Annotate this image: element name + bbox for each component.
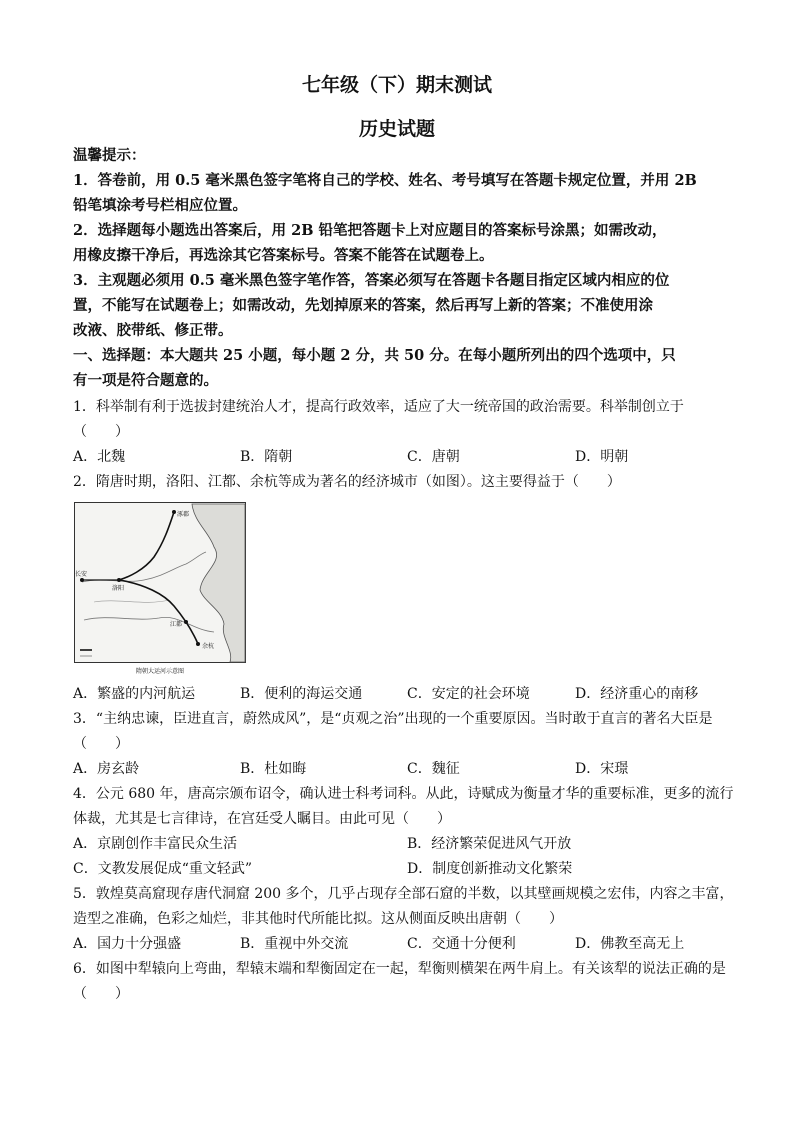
question-3-blank: （ ）	[73, 736, 129, 752]
option-d: D．经济重心的南移	[575, 686, 699, 702]
option-a: A．国力十分强盛	[73, 936, 182, 952]
question-5-text: 5．敦煌莫高窟现存唐代洞窟 200 多个，几乎占现存全部石窟的半数，以其壁画规模之宏伟，内容之丰富，	[73, 886, 734, 902]
tips-line: 置，不能写在试题卷上；如需改动，先划掉原来的答案，然后再写上新的答案；不准使用涂	[73, 297, 653, 314]
option-c: C．交通十分便利	[407, 936, 516, 952]
option-c: C．安定的社会环境	[407, 686, 530, 702]
page-title: 七年级（下）期末测试	[301, 74, 492, 96]
option-a: A．繁盛的内河航运	[73, 686, 196, 702]
tips-heading: 温馨提示：	[73, 147, 146, 164]
question-4-text: 体裁，尤其是七言律诗，在宫廷受人瞩目。由此可见（ ）	[73, 811, 451, 827]
question-5-text: 造型之准确，色彩之灿烂，非其他时代所能比拟。这从侧面反映出唐朝（ ）	[73, 911, 563, 927]
tips-line: 改液、胶带纸、修正带。	[73, 322, 233, 339]
tips-line: 3．主观题必须用 0.5 毫米黑色签字笔作答，答案必须写在答题卡各题目指定区域内相应的位	[73, 272, 670, 289]
option-b: B．隋朝	[240, 449, 293, 465]
option-c: C．魏征	[407, 761, 460, 777]
grand-canal-map	[74, 502, 246, 678]
option-b: B．重视中外交流	[240, 936, 349, 952]
question-6-text: 6．如图中犁辕向上弯曲，犁辕末端和犁衡固定在一起，犁衡则横架在两牛肩上。有关该犁的说法正确的是	[73, 961, 726, 977]
option-d: D．佛教至高无上	[575, 936, 685, 952]
tips-line: 1．答卷前，用 0.5 毫米黑色签字笔将自己的学校、姓名、考号填写在答题卡规定位置，并用 2B	[73, 172, 697, 189]
question-2-text: 2．隋唐时期，洛阳、江都、余杭等成为著名的经济城市（如图）。这主要得益于（ ）	[73, 474, 621, 490]
option-b: B．便利的海运交通	[240, 686, 363, 702]
question-3-text: 3．“主纳忠谏，臣进直言，蔚然成风”，是“贞观之治”出现的一个重要原因。当时敢于直言的著名大臣是	[73, 711, 713, 727]
option-b: B．杜如晦	[240, 761, 307, 777]
option-d: D．明朝	[575, 449, 629, 465]
option-c: C．唐朝	[407, 449, 460, 465]
section-heading: 一、选择题：本大题共 25 小题，每小题 2 分，共 50 分。在每小题所列出的四个选项中，只	[73, 347, 676, 364]
map-label: 涿郡	[177, 511, 190, 518]
option-d: D．宋璟	[575, 761, 629, 777]
question-1-blank: （ ）	[73, 424, 129, 440]
map-caption: 隋朝大运河示意图	[135, 668, 185, 675]
option-c: C．文教发展促成“重文轻武”	[73, 861, 253, 877]
option-a: A．房玄龄	[73, 761, 140, 777]
map-label: 洛阳	[112, 585, 125, 592]
option-d: D．制度创新推动文化繁荣	[407, 861, 573, 877]
section-heading: 有一项是符合题意的。	[73, 372, 218, 389]
tips-line: 2．选择题每小题选出答案后，用 2B 铅笔把答题卡上对应题目的答案标号涂黑；如需改动，	[73, 222, 667, 239]
question-1-text: 1．科举制有利于选拔封建统治人才，提高行政效率，适应了大一统帝国的政治需要。科举制创立于	[73, 399, 684, 415]
tips-line: 用橡皮擦干净后，再选涂其它答案标号。答案不能答在试题卷上。	[73, 247, 494, 264]
tips-line: 铅笔填涂考号栏相应位置。	[73, 197, 247, 214]
question-6-blank: （ ）	[73, 986, 129, 1002]
map-label: 江都	[170, 621, 183, 628]
page-subtitle: 历史试题	[358, 118, 435, 140]
map-label: 余杭	[202, 643, 215, 650]
option-b: B．经济繁荣促进风气开放	[407, 836, 572, 852]
map-label: 长安	[75, 571, 88, 578]
question-4-text: 4．公元 680 年，唐高宗颁布诏令，确认进士科考词科。从此，诗赋成为衡量才华的重要标准，更多的流行	[73, 786, 734, 802]
option-a: A．京剧创作丰富民众生活	[73, 836, 238, 852]
option-a: A．北魏	[73, 449, 126, 465]
